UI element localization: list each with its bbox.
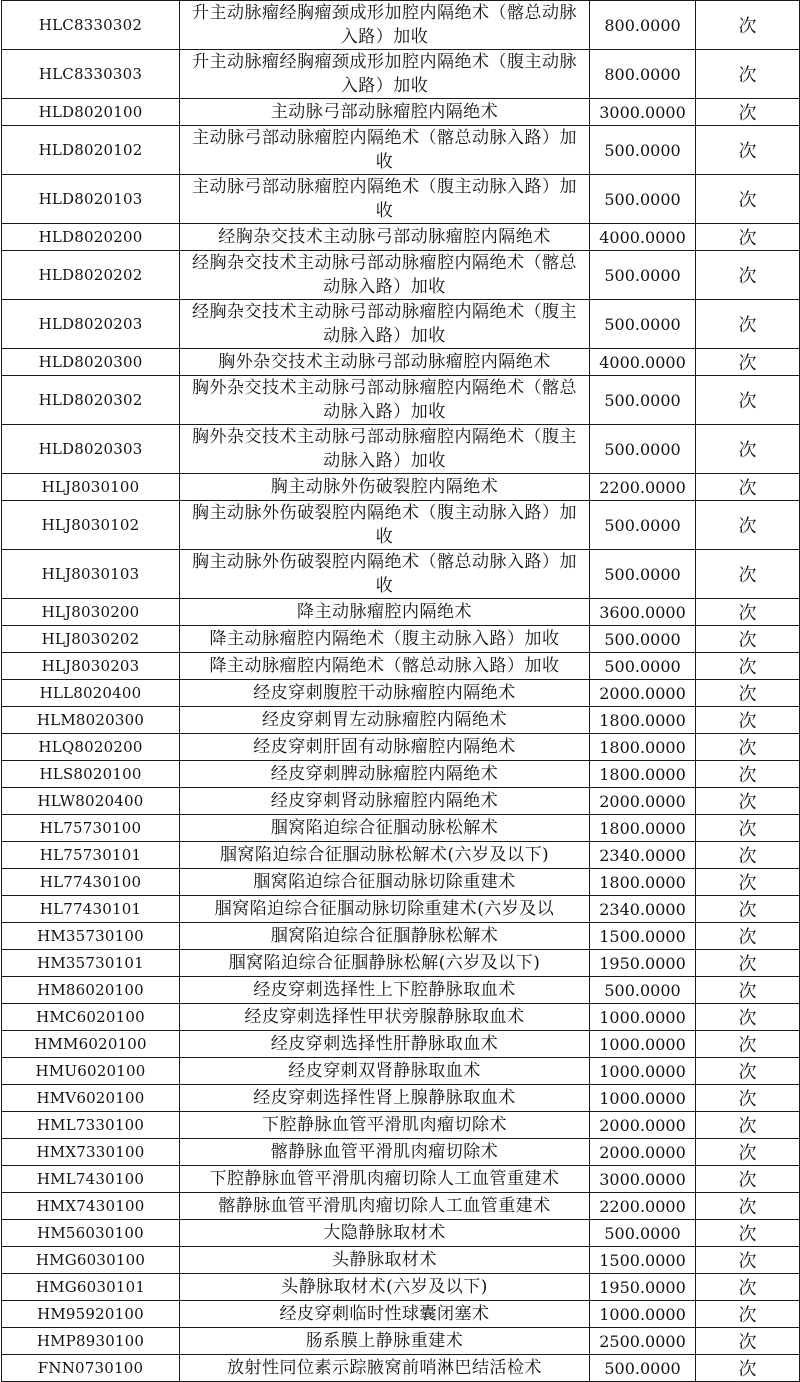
item-code-cell: HLD8020202: [2, 251, 180, 300]
table-row: [2, 1220, 800, 1247]
item-price-cell: 1800.0000: [590, 707, 696, 734]
item-name-cell: 经皮穿刺肾动脉瘤腔内隔绝术: [180, 788, 590, 815]
item-code-cell: HLC8330302: [2, 1, 180, 50]
table-row: [2, 896, 800, 923]
item-price-cell: 800.0000: [590, 50, 696, 99]
item-unit-cell: 次: [696, 788, 800, 815]
item-price-cell: 2340.0000: [590, 896, 696, 923]
table-row: [2, 1166, 800, 1193]
item-code-cell: HLJ8030103: [2, 550, 180, 599]
item-name-cell: 经皮穿刺肝固有动脉瘤腔内隔绝术: [180, 734, 590, 761]
item-name-cell: 头静脉取材术(六岁及以下): [180, 1274, 590, 1301]
item-code-cell: HMX7330100: [2, 1139, 180, 1166]
item-code-cell: HML7430100: [2, 1166, 180, 1193]
item-name-cell: 髂静脉血管平滑肌肉瘤切除术: [180, 1139, 590, 1166]
item-name-cell: 降主动脉瘤腔内隔绝术（髂总动脉入路）加收: [180, 653, 590, 680]
item-price-cell: 500.0000: [590, 1355, 696, 1382]
table-row: [2, 815, 800, 842]
item-price-cell: 3600.0000: [590, 599, 696, 626]
item-price-cell: 1000.0000: [590, 1085, 696, 1112]
item-unit-cell: 次: [696, 300, 800, 349]
item-name-cell: 经皮穿刺腹腔干动脉瘤腔内隔绝术: [180, 680, 590, 707]
item-code-cell: HL77430100: [2, 869, 180, 896]
item-name-cell: 经皮穿刺选择性甲状旁腺静脉取血术: [180, 1004, 590, 1031]
table-row: [2, 599, 800, 626]
table-row: [2, 626, 800, 653]
item-code-cell: HM86020100: [2, 977, 180, 1004]
item-name-cell: 髂静脉血管平滑肌肉瘤切除人工血管重建术: [180, 1193, 590, 1220]
table-row: [2, 653, 800, 680]
item-unit-cell: 次: [696, 1031, 800, 1058]
item-price-cell: 500.0000: [590, 251, 696, 300]
item-code-cell: HLD8020200: [2, 224, 180, 251]
item-unit-cell: 次: [696, 175, 800, 224]
item-unit-cell: 次: [696, 1301, 800, 1328]
table-row: [2, 1355, 800, 1382]
item-unit-cell: 次: [696, 815, 800, 842]
item-unit-cell: 次: [696, 550, 800, 599]
table-row: [2, 1193, 800, 1220]
item-code-cell: HLD8020100: [2, 99, 180, 126]
item-price-cell: 1000.0000: [590, 1301, 696, 1328]
item-code-cell: HMX7430100: [2, 1193, 180, 1220]
item-unit-cell: 次: [696, 376, 800, 425]
item-price-cell: 1950.0000: [590, 1274, 696, 1301]
item-name-cell: 主动脉弓部动脉瘤腔内隔绝术: [180, 99, 590, 126]
table-row: [2, 788, 800, 815]
item-name-cell: 经皮穿刺双肾静脉取血术: [180, 1058, 590, 1085]
item-name-cell: 经皮穿刺选择性肝静脉取血术: [180, 1031, 590, 1058]
item-unit-cell: 次: [696, 977, 800, 1004]
item-code-cell: HLJ8030102: [2, 501, 180, 550]
item-name-cell: 腘窝陷迫综合征腘动脉松解术(六岁及以下): [180, 842, 590, 869]
item-name-cell: 胸主动脉外伤破裂腔内隔绝术（腹主动脉入路）加收: [180, 501, 590, 550]
item-name-cell: 主动脉弓部动脉瘤腔内隔绝术（腹主动脉入路）加收: [180, 175, 590, 224]
table-row: [2, 680, 800, 707]
item-name-cell: 经胸杂交技术主动脉弓部动脉瘤腔内隔绝术: [180, 224, 590, 251]
item-code-cell: HLD8020102: [2, 126, 180, 175]
item-code-cell: HLD8020303: [2, 425, 180, 474]
item-code-cell: HLJ8030200: [2, 599, 180, 626]
item-code-cell: HMG6030101: [2, 1274, 180, 1301]
item-unit-cell: 次: [696, 761, 800, 788]
item-code-cell: HMU6020100: [2, 1058, 180, 1085]
item-price-cell: 1000.0000: [590, 1058, 696, 1085]
item-unit-cell: 次: [696, 842, 800, 869]
item-name-cell: 腘窝陷迫综合征腘动脉松解术: [180, 815, 590, 842]
item-price-cell: 500.0000: [590, 425, 696, 474]
item-name-cell: 经皮穿刺临时性球囊闭塞术: [180, 1301, 590, 1328]
item-name-cell: 经皮穿刺胃左动脉瘤腔内隔绝术: [180, 707, 590, 734]
item-price-cell: 2200.0000: [590, 474, 696, 501]
item-unit-cell: 次: [696, 1193, 800, 1220]
item-unit-cell: 次: [696, 1166, 800, 1193]
item-unit-cell: 次: [696, 99, 800, 126]
table-row: [2, 869, 800, 896]
table-row: [2, 1112, 800, 1139]
item-name-cell: 腘窝陷迫综合征腘静脉松解(六岁及以下): [180, 950, 590, 977]
item-price-cell: 500.0000: [590, 376, 696, 425]
table-row: [2, 1274, 800, 1301]
item-price-cell: 500.0000: [590, 501, 696, 550]
item-price-cell: 500.0000: [590, 126, 696, 175]
item-code-cell: HLJ8030202: [2, 626, 180, 653]
item-code-cell: HM56030100: [2, 1220, 180, 1247]
item-unit-cell: 次: [696, 126, 800, 175]
table-row: [2, 923, 800, 950]
item-price-cell: 4000.0000: [590, 349, 696, 376]
item-price-cell: 1800.0000: [590, 761, 696, 788]
item-code-cell: HL77430101: [2, 896, 180, 923]
item-unit-cell: 次: [696, 425, 800, 474]
table-row: [2, 1031, 800, 1058]
item-unit-cell: 次: [696, 599, 800, 626]
item-price-cell: 1000.0000: [590, 1004, 696, 1031]
item-name-cell: 降主动脉瘤腔内隔绝术: [180, 599, 590, 626]
item-code-cell: HLW8020400: [2, 788, 180, 815]
table-row: [2, 425, 800, 474]
item-unit-cell: 次: [696, 474, 800, 501]
item-name-cell: 降主动脉瘤腔内隔绝术（腹主动脉入路）加收: [180, 626, 590, 653]
table-row: [2, 50, 800, 99]
item-price-cell: 2200.0000: [590, 1193, 696, 1220]
table-row: [2, 501, 800, 550]
table-row: [2, 376, 800, 425]
item-price-cell: 2000.0000: [590, 1112, 696, 1139]
item-name-cell: 经皮穿刺脾动脉瘤腔内隔绝术: [180, 761, 590, 788]
item-code-cell: HL75730100: [2, 815, 180, 842]
item-price-cell: 500.0000: [590, 653, 696, 680]
item-code-cell: HLJ8030203: [2, 653, 180, 680]
item-name-cell: 胸外杂交技术主动脉弓部动脉瘤腔内隔绝术（髂总动脉入路）加收: [180, 376, 590, 425]
item-name-cell: 腘窝陷迫综合征腘动脉切除重建术: [180, 869, 590, 896]
table-row: [2, 300, 800, 349]
item-unit-cell: 次: [696, 349, 800, 376]
item-unit-cell: 次: [696, 923, 800, 950]
item-code-cell: HMC6020100: [2, 1004, 180, 1031]
item-price-cell: 4000.0000: [590, 224, 696, 251]
item-price-cell: 500.0000: [590, 175, 696, 224]
item-unit-cell: 次: [696, 501, 800, 550]
item-name-cell: 下腔静脉血管平滑肌肉瘤切除术: [180, 1112, 590, 1139]
item-name-cell: 肠系膜上静脉重建术: [180, 1328, 590, 1355]
table-row: [2, 734, 800, 761]
item-name-cell: 下腔静脉血管平滑肌肉瘤切除人工血管重建术: [180, 1166, 590, 1193]
item-code-cell: HLD8020103: [2, 175, 180, 224]
item-unit-cell: 次: [696, 950, 800, 977]
table-row: [2, 224, 800, 251]
table-row: [2, 1328, 800, 1355]
item-price-cell: 2000.0000: [590, 1139, 696, 1166]
item-code-cell: FNN0730100: [2, 1355, 180, 1382]
table-row: [2, 1004, 800, 1031]
item-name-cell: 胸外杂交技术主动脉弓部动脉瘤腔内隔绝术（腹主动脉入路）加收: [180, 425, 590, 474]
table-row: [2, 175, 800, 224]
item-unit-cell: 次: [696, 869, 800, 896]
item-price-cell: 2500.0000: [590, 1328, 696, 1355]
table-row: [2, 99, 800, 126]
item-name-cell: 升主动脉瘤经胸瘤颈成形加腔内隔绝术（腹主动脉入路）加收: [180, 50, 590, 99]
item-code-cell: HMM6020100: [2, 1031, 180, 1058]
item-price-cell: 2000.0000: [590, 680, 696, 707]
item-name-cell: 腘窝陷迫综合征腘动脉切除重建术(六岁及以: [180, 896, 590, 923]
fee-table-body: [2, 1, 800, 1382]
item-unit-cell: 次: [696, 1004, 800, 1031]
item-name-cell: 主动脉弓部动脉瘤腔内隔绝术（髂总动脉入路）加收: [180, 126, 590, 175]
item-unit-cell: 次: [696, 1274, 800, 1301]
item-name-cell: 胸主动脉外伤破裂腔内隔绝术: [180, 474, 590, 501]
item-price-cell: 1500.0000: [590, 923, 696, 950]
item-code-cell: HMV6020100: [2, 1085, 180, 1112]
item-code-cell: HLJ8030100: [2, 474, 180, 501]
item-price-cell: 1950.0000: [590, 950, 696, 977]
item-name-cell: 经胸杂交技术主动脉弓部动脉瘤腔内隔绝术（髂总动脉入路）加收: [180, 251, 590, 300]
item-name-cell: 头静脉取材术: [180, 1247, 590, 1274]
item-code-cell: HLC8330303: [2, 50, 180, 99]
item-name-cell: 胸主动脉外伤破裂腔内隔绝术（髂总动脉入路）加收: [180, 550, 590, 599]
table-row: [2, 1247, 800, 1274]
item-unit-cell: 次: [696, 626, 800, 653]
item-code-cell: HLQ8020200: [2, 734, 180, 761]
item-price-cell: 500.0000: [590, 1220, 696, 1247]
item-code-cell: HL75730101: [2, 842, 180, 869]
item-name-cell: 经皮穿刺选择性上下腔静脉取血术: [180, 977, 590, 1004]
item-unit-cell: 次: [696, 1112, 800, 1139]
item-name-cell: 放射性同位素示踪腋窝前哨淋巴结活检术: [180, 1355, 590, 1382]
item-price-cell: 1800.0000: [590, 815, 696, 842]
table-row: [2, 950, 800, 977]
item-price-cell: 3000.0000: [590, 1166, 696, 1193]
item-price-cell: 1800.0000: [590, 869, 696, 896]
item-price-cell: 3000.0000: [590, 99, 696, 126]
item-unit-cell: 次: [696, 1139, 800, 1166]
item-name-cell: 腘窝陷迫综合征腘静脉松解术: [180, 923, 590, 950]
item-code-cell: HLM8020300: [2, 707, 180, 734]
item-price-cell: 2340.0000: [590, 842, 696, 869]
table-row: [2, 1085, 800, 1112]
item-unit-cell: 次: [696, 734, 800, 761]
item-code-cell: HM35730100: [2, 923, 180, 950]
item-price-cell: 500.0000: [590, 626, 696, 653]
item-code-cell: HLD8020300: [2, 349, 180, 376]
item-name-cell: 经皮穿刺选择性肾上腺静脉取血术: [180, 1085, 590, 1112]
fee-table: [1, 0, 800, 1382]
table-row: [2, 842, 800, 869]
item-unit-cell: 次: [696, 653, 800, 680]
table-row: [2, 761, 800, 788]
table-row: [2, 126, 800, 175]
table-row: [2, 349, 800, 376]
item-price-cell: 500.0000: [590, 550, 696, 599]
item-code-cell: HMP8930100: [2, 1328, 180, 1355]
item-price-cell: 1800.0000: [590, 734, 696, 761]
item-unit-cell: 次: [696, 1220, 800, 1247]
table-row: [2, 550, 800, 599]
table-row: [2, 977, 800, 1004]
item-unit-cell: 次: [696, 1085, 800, 1112]
item-unit-cell: 次: [696, 1, 800, 50]
item-code-cell: HML7330100: [2, 1112, 180, 1139]
table-row: [2, 1139, 800, 1166]
item-code-cell: HLS8020100: [2, 761, 180, 788]
item-price-cell: 500.0000: [590, 977, 696, 1004]
item-unit-cell: 次: [696, 1355, 800, 1382]
item-unit-cell: 次: [696, 1058, 800, 1085]
item-unit-cell: 次: [696, 1328, 800, 1355]
item-price-cell: 2000.0000: [590, 788, 696, 815]
item-unit-cell: 次: [696, 1247, 800, 1274]
table-row: [2, 1301, 800, 1328]
item-name-cell: 大隐静脉取材术: [180, 1220, 590, 1247]
item-name-cell: 胸外杂交技术主动脉弓部动脉瘤腔内隔绝术: [180, 349, 590, 376]
item-price-cell: 1000.0000: [590, 1031, 696, 1058]
item-code-cell: HMG6030100: [2, 1247, 180, 1274]
item-code-cell: HLD8020302: [2, 376, 180, 425]
item-price-cell: 500.0000: [590, 300, 696, 349]
item-unit-cell: 次: [696, 896, 800, 923]
table-row: [2, 251, 800, 300]
item-unit-cell: 次: [696, 707, 800, 734]
item-name-cell: 升主动脉瘤经胸瘤颈成形加腔内隔绝术（髂总动脉入路）加收: [180, 1, 590, 50]
item-unit-cell: 次: [696, 680, 800, 707]
item-code-cell: HM95920100: [2, 1301, 180, 1328]
item-code-cell: HM35730101: [2, 950, 180, 977]
item-unit-cell: 次: [696, 50, 800, 99]
item-name-cell: 经胸杂交技术主动脉弓部动脉瘤腔内隔绝术（腹主动脉入路）加收: [180, 300, 590, 349]
table-row: [2, 1, 800, 50]
item-price-cell: 1500.0000: [590, 1247, 696, 1274]
item-code-cell: HLL8020400: [2, 680, 180, 707]
table-row: [2, 707, 800, 734]
table-row: [2, 1058, 800, 1085]
item-unit-cell: 次: [696, 224, 800, 251]
item-code-cell: HLD8020203: [2, 300, 180, 349]
table-row: [2, 474, 800, 501]
item-price-cell: 800.0000: [590, 1, 696, 50]
item-unit-cell: 次: [696, 251, 800, 300]
